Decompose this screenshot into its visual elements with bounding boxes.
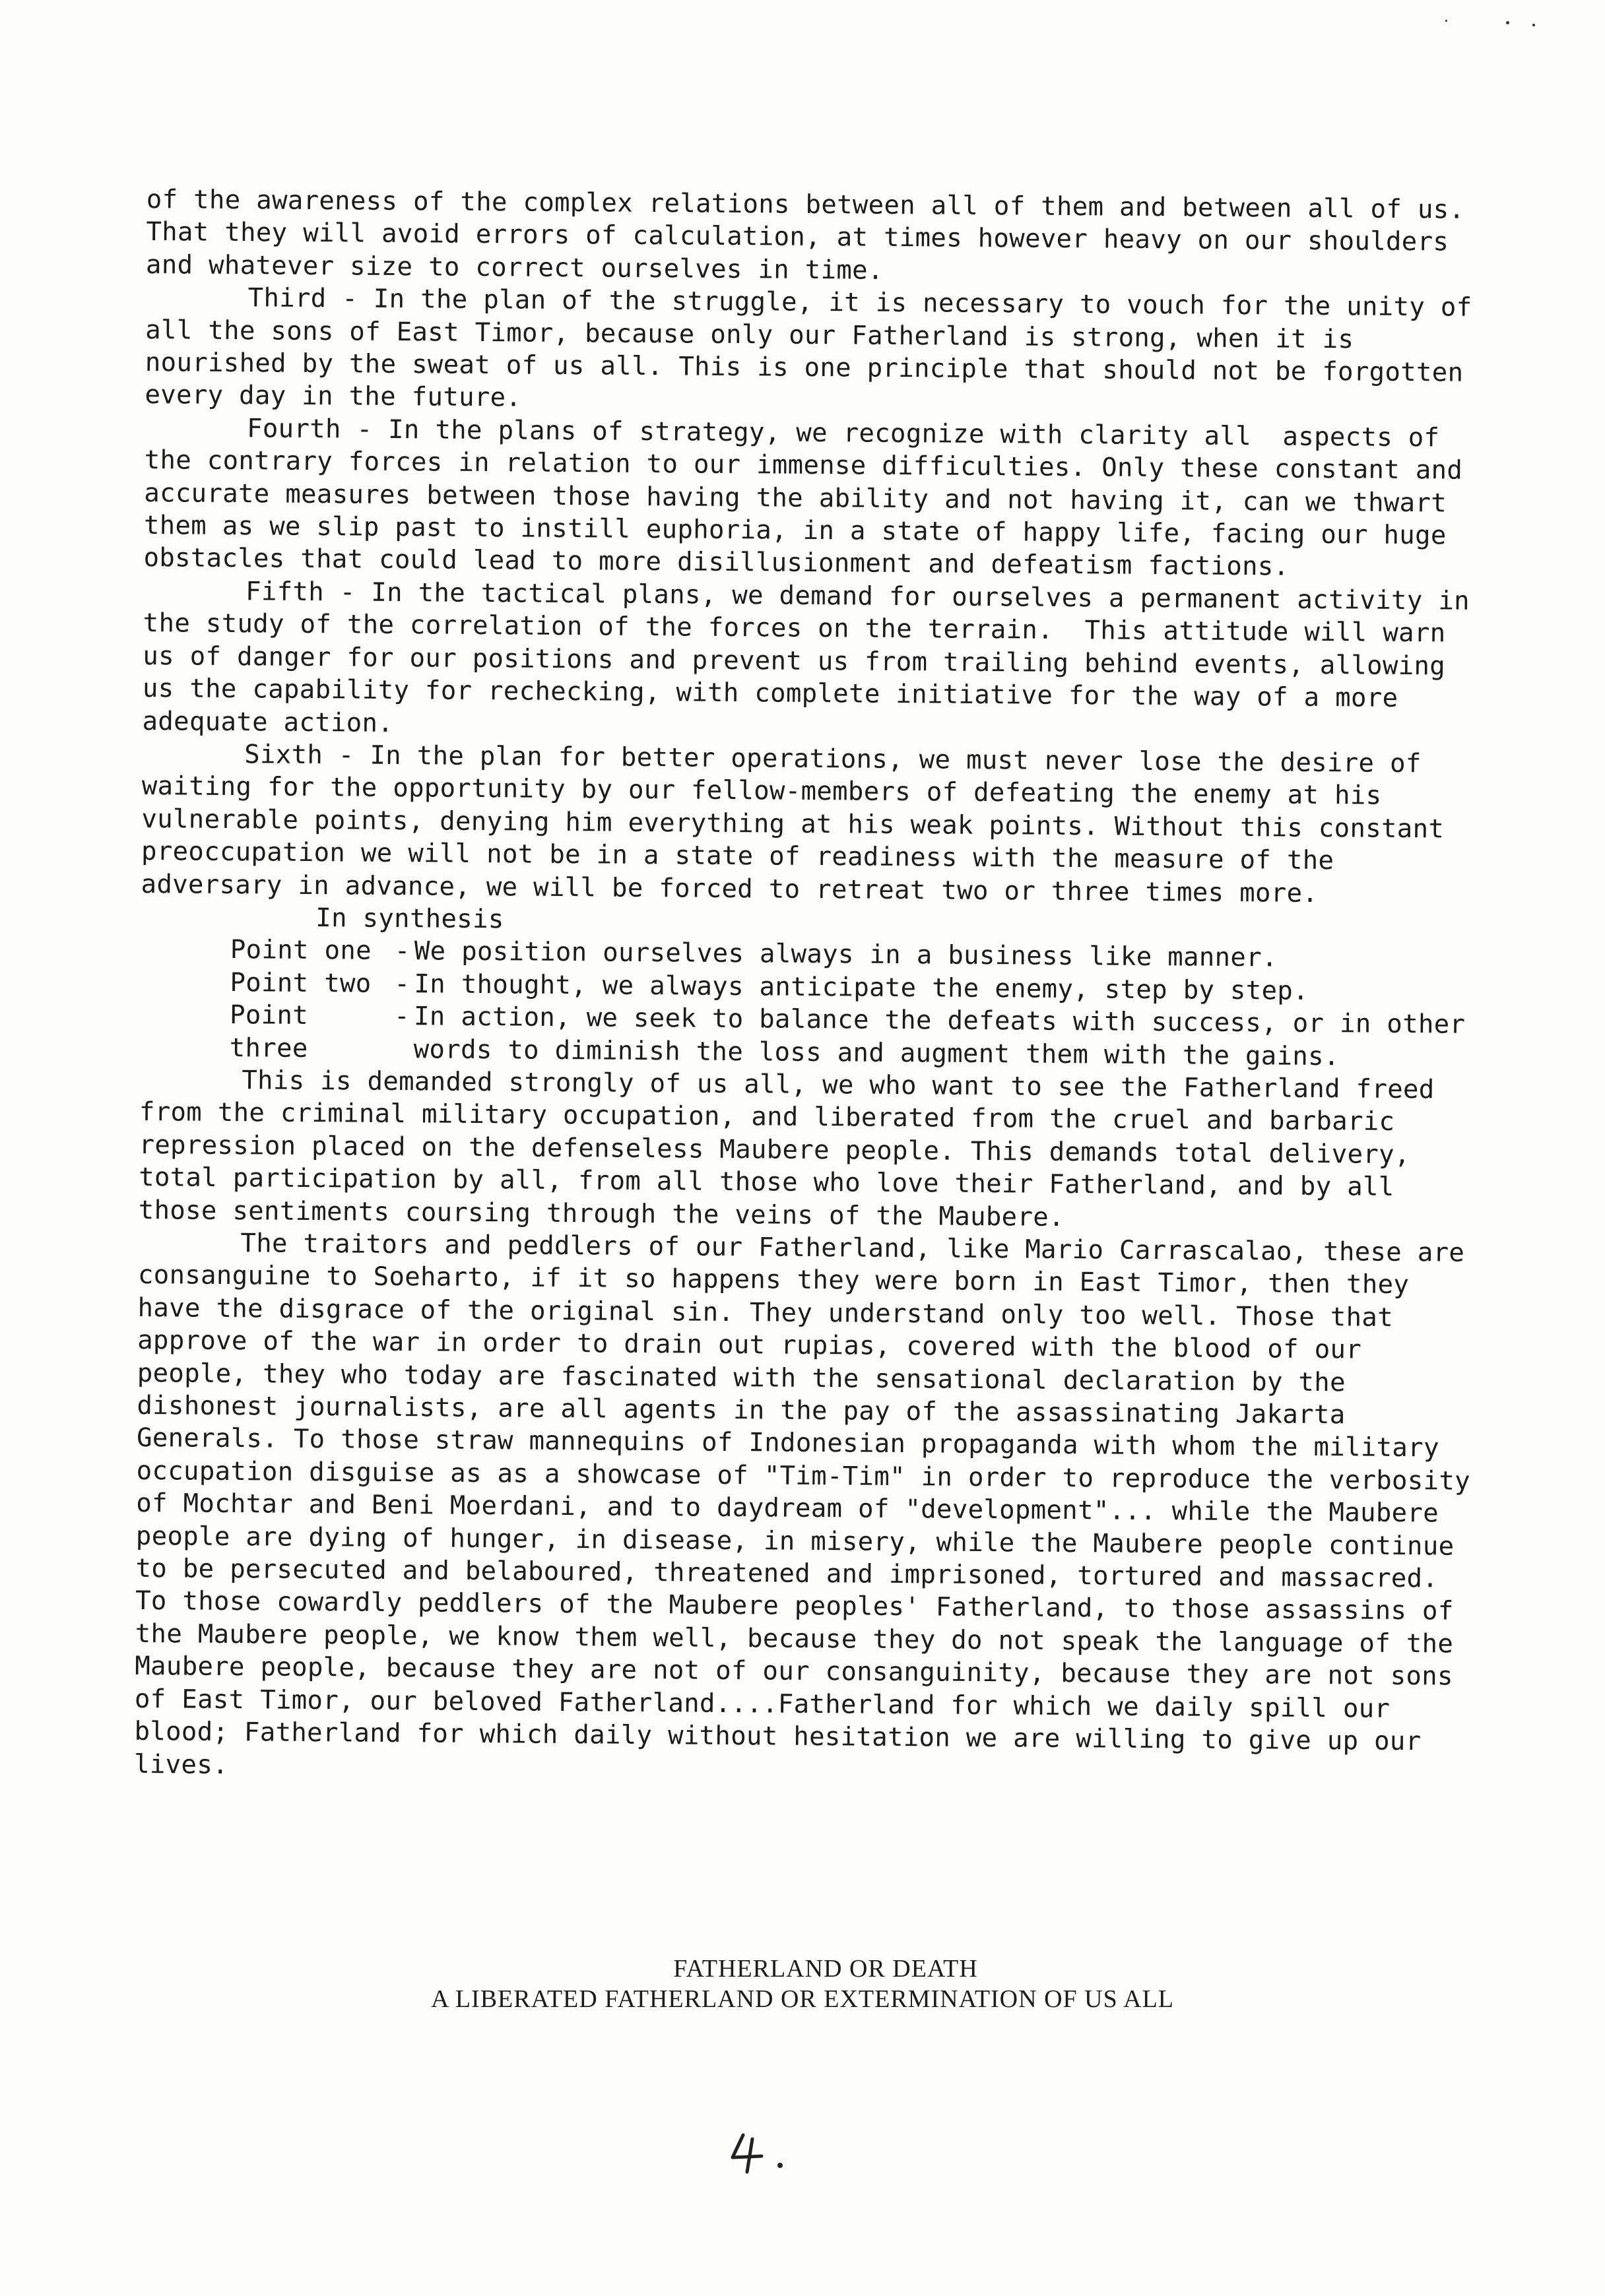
paragraph-sixth: Sixth - In the plan for better operations, we must never lose the desire of waiting for the opportunity by our fellow-members of defeating the enemy at his vulnerable points, denying him everything at his weak points. Without this constant preoccupation we will not be in a state of readiness with the measure of the adversary in advance, we will be forced to retreat two or three times more.	[141, 740, 1460, 909]
paragraph: of the awareness of the complex relations between all of them and between all of us. That they will avoid errors of calculation, at times however heavy on our shoulders and whatever size to correct ourselves in time.	[145, 184, 1481, 286]
page-number-label	[723, 2130, 756, 2169]
synthesis-point	[140, 998, 1480, 1074]
point-text: In thought, we always anticipate the enemy, step by step.	[414, 969, 1309, 1006]
scan-speck	[1506, 21, 1509, 24]
scan-speck	[1532, 24, 1535, 26]
point-label: Point one	[230, 935, 372, 967]
page-number	[723, 2130, 802, 2176]
paragraph-demand: This is demanded strongly of us all, we who want to see the Fatherland freed from the criminal military occupation, and liberated from the cruel and barbaric repression placed on the defenseless Maubere people. This demands total delivery, total participation by all, from all those who love their Fatherland, and by all those sentiments coursing through the veins of the Maubere.	[138, 1066, 1451, 1232]
motto-line-2: A LIBERATED FATHERLAND OR EXTERMINATION OF US ALL	[430, 1985, 1174, 2013]
scan-speck	[1445, 20, 1447, 22]
body-text	[134, 183, 1486, 1791]
point-text: We position ourselves always in a business like manner.	[414, 936, 1278, 973]
point-label: Point three	[229, 1000, 309, 1064]
paragraph-third: Third - In the plan of the struggle, it is necessary to vouch for the unity of all the sons of East Timor, because only our Fatherland is strong, when it is nourished by the sweat of us all. This is one principle that should not be forgotten every day in the future.	[145, 283, 1488, 413]
point-dash: -	[394, 936, 410, 967]
paragraph-traitors: The traitors and peddlers of our Fatherland, like Mario Carrascalao, these are consanguine to Soeharto, if it so happens they were born in East Timor, then they have the disgrace of the original sin. They understand only too well. Those that approve of the war in order to drain out rupias, covered with the blood of our people, they who today are fascinated with the sensational declaration by the dishonest journalists, are all agents in the pay of the assassinating Jakarta Generals. To those straw mannequins of Indonesian propaganda with whom the military occupation disguise as as a showcase of "Tim-Tim" in order to reproduce the verbosity of Mochtar and Beni Moerdani, and to daydream of "development"... while the Maubere people are dying of hunger, in disease, in misery, while the Maubere people continue to be persecuted and belaboured, threatened and imprisoned, tortured and massacred. To those cowardly peddlers of the Maubere peoples' Fatherland, to those assassins of the Maubere people, we know them well, because they do not speak the language of the Maubere people, because they are not of our consanguinity, because they are not sons of East Timor, our beloved Fatherland....Fatherland for which we daily spill our blood; Fatherland for which daily without hesitation we are willing to give up our lives.	[134, 1228, 1486, 1780]
motto-line-1: FATHERLAND OR DEATH	[673, 1955, 978, 1983]
point-dash: -	[394, 969, 410, 999]
point-label: Point two	[230, 967, 372, 999]
paragraph-fifth: Fifth - In the tactical plans, we demand for ourselves a permanent activity in the study of the correlation of the forces on the terrain. This attitude will warn us of danger for our positions and prevent us from trailing behind events, allowing us the capability for rechecking, with complete initiative for the way of a more adequate action.	[142, 577, 1486, 738]
paragraph-fourth: Fourth - In the plans of strategy, we recognize with clarity all aspects of the contrary forces in relation to our immense difficulties. Only these constant and accurate measures between those having the ability and not having it, can we thwart them as we slip past to instill euphoria, in a state of happy life, facing our huge obstacles that could lead to more disillusionment and defeatism factions.	[143, 414, 1479, 583]
point-dash: -	[393, 1002, 410, 1032]
point-text: In action, we seek to balance the defeats with success, or in other words to diminish the loss and augment them with the gains.	[413, 1002, 1466, 1071]
synthesis-heading: In synthesis	[315, 903, 504, 935]
